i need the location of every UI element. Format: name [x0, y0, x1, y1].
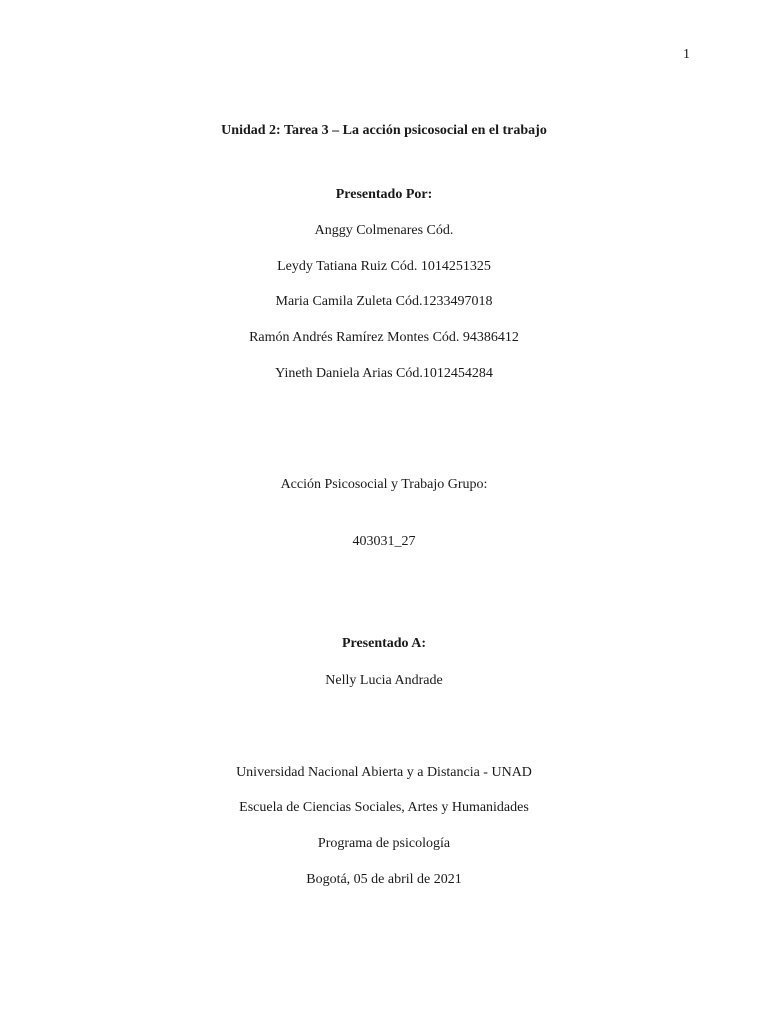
place-date: Bogotá, 05 de abril de 2021 [306, 872, 462, 887]
course-name: Acción Psicosocial y Trabajo Grupo: [280, 477, 488, 492]
author-line: Leydy Tatiana Ruiz Cód. 1014251325 [277, 259, 491, 274]
author-line: Ramón Andrés Ramírez Montes Cód. 94386412 [249, 330, 519, 345]
program-name: Programa de psicología [317, 836, 451, 851]
presented-to-name: Nelly Lucia Andrade [325, 673, 443, 688]
presented-by-heading: Presentado Por: [335, 187, 433, 202]
school-name: Escuela de Ciencias Sociales, Artes y Humanidades [239, 800, 529, 815]
author-line: Maria Camila Zuleta Cód.1233497018 [275, 294, 493, 309]
university-name: Universidad Nacional Abierta y a Distancia - UNAD [236, 765, 532, 780]
page-number: 1 [683, 47, 690, 62]
document-title: Unidad 2: Tarea 3 – La acción psicosocial en el trabajo [221, 123, 547, 138]
presented-to-heading: Presentado A: [341, 636, 427, 651]
course-group: 403031_27 [352, 534, 416, 549]
author-line: Anggy Colmenares Cód. [314, 223, 454, 238]
author-line: Yineth Daniela Arias Cód.1012454284 [275, 366, 493, 381]
